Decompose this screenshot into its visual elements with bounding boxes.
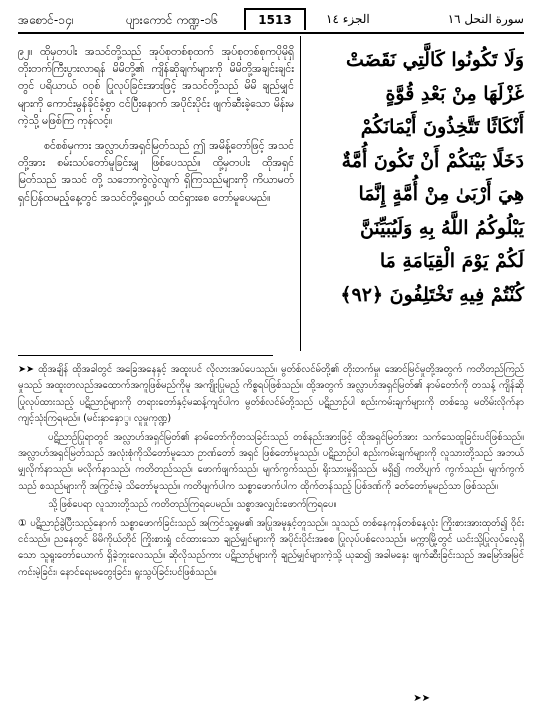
arabic-verse: [306, 44, 524, 312]
footnote-paragraph: သို့ဖြစ်ပေရာ လူသားတို့သည် ကတိတည်ကြရပေမည်။ သစ္စာအလျှင်းဖောက်ကြရပေ။: [48, 499, 337, 511]
arabic-line: كُنْتُمْ فِيهِ تَخْتَلِفُونَ ﴿٩٢﴾: [340, 283, 524, 306]
arabic-line: هِيَ أَرْبَىٰ مِنْ أُمَّةٍ إِنَّمَا: [358, 183, 524, 205]
arabic-line: يَبْلُوكُمُ اللَّهُ بِهِ وَلَيُبَيِّنَنَّ: [359, 216, 524, 239]
page-number: 1513: [244, 8, 306, 30]
footnote-numbered: ① ပဋိညာဉ်ခွဲပြီးသည့်နောက် သစ္စာဖောက်ခြင်းသည် အကြင်သူ့ရှုမ၏ အပြုအမူနှင့်တူသည်။ သူသည် တစ်နေကုန်တစ်နေ့လုံး ကြိုးစားအားထုတ်၍ ဝိုင်းငင်သည်။ ညနေတွင် မိမိကိုယ်တိုင် ကြိုးစားရှုံ ငင်ထားသော ချည်မျှင်များကို အပိုင်းပိုင်းအစစ ပြုလုပ်ပစ်လေသည်။ မက္ကာမြို့တွင် ယင်းသို့ပြုလုပ်လေ့ရှိသော သူရူးတော်ယောက် ရှိခဲ့ဘူးလေသည်။ ဆိုလိုသည်ကား ပဋိညာဉ်များကို ချည်မျှင်များကဲ့သို့ ယုဆ၍ အခါမနှေး ဖျက်ဆီးခြင်းသည် အမြော်အမြင်ကင်းမဲ့ခြင်း၊ နောင်ရေးမတွေးခြင်း၊ ရူးသွပ်ခြင်းပင်ဖြစ်သည်။: [18, 517, 524, 578]
arabic-line: غَزْلَهَا مِنْ بَعْدِ قُوَّةٍ: [385, 82, 524, 105]
arabic-line: وَلَا تَكُونُوا كَالَّتِي نَقَضَتْ: [345, 49, 524, 71]
arabic-column: [306, 44, 524, 346]
column-divider: [300, 36, 301, 351]
translation-verse-92: ၉၂။ ထိုမှတပါး အသင်တို့သည် အုပ်စုတစ်စုထက် အုပ်စုတစ်စုကပိုမိုရှိတိုးတက်ကြီးပွားလာရန် မိမိတို့၏ ကျိန်ဆိုချက်များကို မိမိတို့အချင်းချင်းတွင် ပရိယာယ် ဝဝုစ် ပြုလုပ်ခြင်းအားဖြင့် အသင်တို့သည် မိမိ ချည်မျှင်များကို ကောင်းမွန်ခိုင်ခံ့စွာ ငင်ပြီးနောက် အပိုင်းပိုင်း ဖျက်ဆီးခဲ့သော မိန်းမကဲ့သို့ မဖြစ်ကြ ကုန်လင့်။: [18, 46, 294, 127]
arabic-line: دَخَلًا بَيْنَكُمْ أَنْ تَكُونَ أُمَّةٌ: [341, 149, 524, 172]
surah-label: سورة النحل ١٦: [447, 12, 524, 26]
juz-label: الجزء ١٤: [326, 12, 370, 26]
continuation-arrow-icon: ➤➤: [413, 693, 430, 704]
footnote-paragraph: ပဋိညာဉ်ပြုရာတွင် အလ္လာဟ်အရှင်မြတ်၏ နာမ်တော်ကိုတသခြင်းသည် တစ်နည်းအားဖြင့် ထိုအရှင်မြတ်အား သက်သေထူခြင်းပင်ဖြစ်သည်။ အလ္လာဟ်အရှင်မြတ်သည် အလုံးစုံကိုသိတော်မူသော ဥာဏ်တော် အရှင် ဖြစ်တော်မူသည်၊ ပဋိညာဉ်ပါ စည်းကမ်းချက်များကို လူသားတို့သည် အဘယ်မျှလိုက်နာသည်၊ မလိုက်နာသည်၊ ကတိတည်သည်၊ ဖောက်ဖျက်သည်၊ မျက်ကွက်သည်၊ ရိုးသားမှုရှိသည်၊ မရှိ၍ ကတိပျက် ကွက်သည်၊ မျက်ကွက်သည် စသည်များကို အကြွင်းမဲ့ သိတော်မူသည်။ ကတိဖျက်ပါက သစ္စာဖောက်ပါက ထိုက်တန်သည့် ပြစ်ဒဏ်ကို ခတ်တော်မူမည်သာ ဖြစ်သည်။: [18, 431, 524, 492]
footnote-separator: [18, 355, 273, 356]
running-header: [18, 8, 524, 34]
arabic-line: أَنْكَاثًا تَتَّخِذُونَ أَيْمَانَكُمْ: [360, 116, 524, 138]
volume-label: အစောင်-၁၄၊: [18, 13, 74, 27]
arabic-line: لَكُمْ يَوْمَ الْقِيَامَةِ مَا: [379, 250, 524, 272]
translation-paragraph: စင်စစ်မှကား အလ္လာဟ်အရှင်မြတ်သည် ဤ အမိန့်တော်ဖြင့် အသင်တို့အား စမ်းသပ်တော်မူခြင်းမျှ ဖြစ်ပေသည်။ ထို့မှတပါး ထိုအရှင်မြတ်သည် အသင် တို့ သဘောကွဲလွဲလျက် ရှိကြသည်များကို ကိယာမတ် ရှင်ပြန်ထမည့်နေ့တွင် အသင်တို့ရှေ့ဝယ် ထင်ရှားစေ တော်မူပေမည်။: [18, 140, 294, 204]
chapter-label: ပျားကောင် ကဏ္ဍ-၁၆: [126, 13, 219, 27]
translation-column: [18, 44, 294, 207]
footnote-paragraph: ➤➤ ထိုအချိန် ထိုအခါတွင် အခြေအနေနှင့် အထူးပင် လိုလားအပ်ပေသည်။ မွတ်စ်လင်မ်တို့၏ တိုးတက်မှု၊ အောင်မြင်မှုတို့အတွက် ကတိတည်ကြည်မှုသည် အထူးတလည်အထောက်အကူဖြစ်မည်ကိုမူ အကျိုးပြုမည့် ကိစ္စရပ်ဖြစ်သည်။ ထို့အတွက် အလ္လာဟ်အရှင်မြတ်၏ နာမ်တော်ကို တသန့် ကျိန်ဆိုပြုလုပ်ထားသည့် ပဋိညာဉ်များကို တရားတော်နှင့်မဆန့်ကျင်ပါက မွတ်စ်လင်မ်တို့သည် ပဋိညာဉ်ပါ စည်းကမ်းချက်များကို တစ်သွေ မတိမ်းလိုက်နာ ကျင့်သုံးကြရမည်။ (မင်းနှာနှော္ဒ၊ လူမှုကုဏ္ဍ): [18, 364, 524, 425]
footnotes: [18, 362, 524, 583]
